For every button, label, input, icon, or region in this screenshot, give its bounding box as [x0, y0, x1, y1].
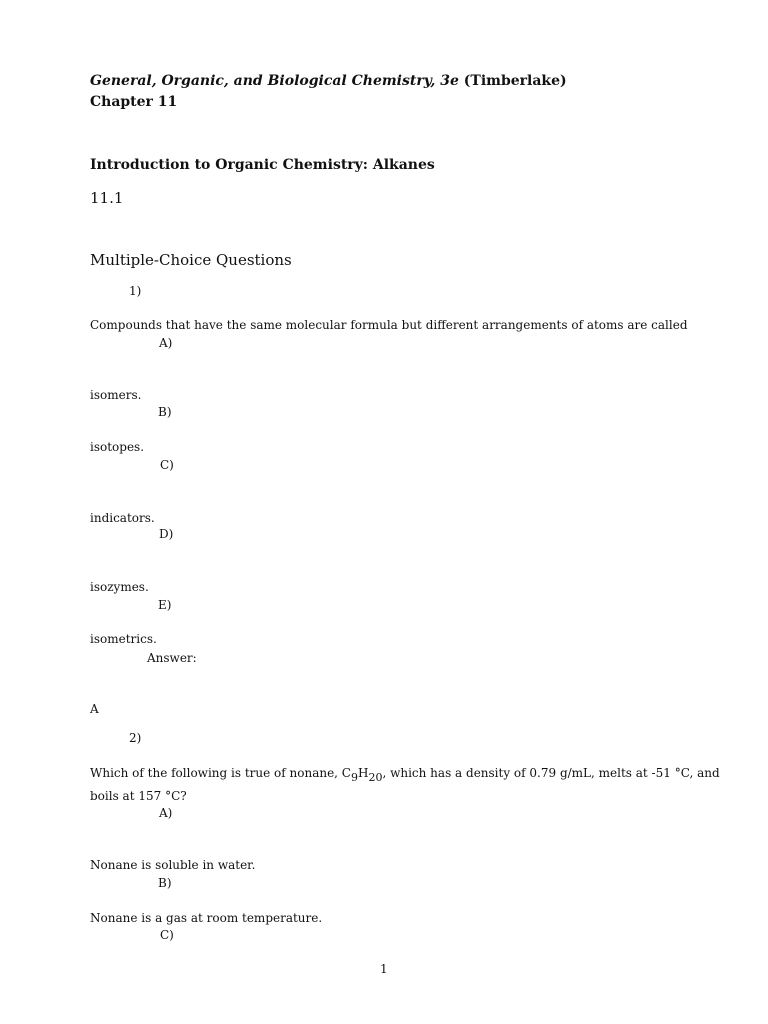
question-text-part: , which has a density of 0.79 g/mL, melts at -51 °C, and — [382, 766, 720, 780]
question-text-line2: boils at 157 °C? — [90, 789, 187, 803]
option-label: E) — [158, 598, 172, 612]
page-number: 1 — [380, 962, 388, 976]
answer-label: Answer: — [147, 651, 197, 665]
option-text: isozymes. — [90, 580, 149, 594]
option-label: A) — [159, 336, 173, 350]
section-number: 11.1 — [90, 189, 124, 207]
question-number: 1) — [129, 284, 142, 298]
option-label: C) — [160, 458, 174, 472]
formula-subscript: 9 — [350, 771, 358, 784]
formula-element: H — [357, 766, 369, 780]
question-number: 2) — [129, 731, 142, 745]
answer-value: A — [90, 702, 99, 716]
option-label: D) — [159, 527, 174, 541]
book-header — [90, 73, 567, 89]
chapter-label: Chapter 11 — [90, 94, 178, 110]
formula-subscript: 20 — [368, 771, 383, 784]
option-label: B) — [158, 405, 172, 419]
topic-title: Introduction to Organic Chemistry: Alkanes — [90, 157, 435, 173]
option-text: Nonane is soluble in water. — [90, 858, 256, 872]
option-text: isometrics. — [90, 632, 157, 646]
option-text: isotopes. — [90, 440, 145, 454]
question-text-part: Which of the following is true of nonane, C — [90, 766, 351, 780]
option-text: indicators. — [90, 511, 155, 525]
question-text: Compounds that have the same molecular formula but different arrangements of atoms are called — [90, 318, 688, 332]
option-label: C) — [160, 928, 174, 942]
book-title: General, Organic, and Biological Chemistry, 3e — [90, 73, 459, 89]
book-author: (Timberlake) — [463, 73, 567, 89]
subsection-title: Multiple-Choice Questions — [90, 251, 292, 269]
question-text — [90, 767, 720, 785]
option-text: isomers. — [90, 388, 142, 402]
option-label: A) — [159, 806, 173, 820]
option-text: Nonane is a gas at room temperature. — [90, 911, 323, 925]
option-label: B) — [158, 876, 172, 890]
